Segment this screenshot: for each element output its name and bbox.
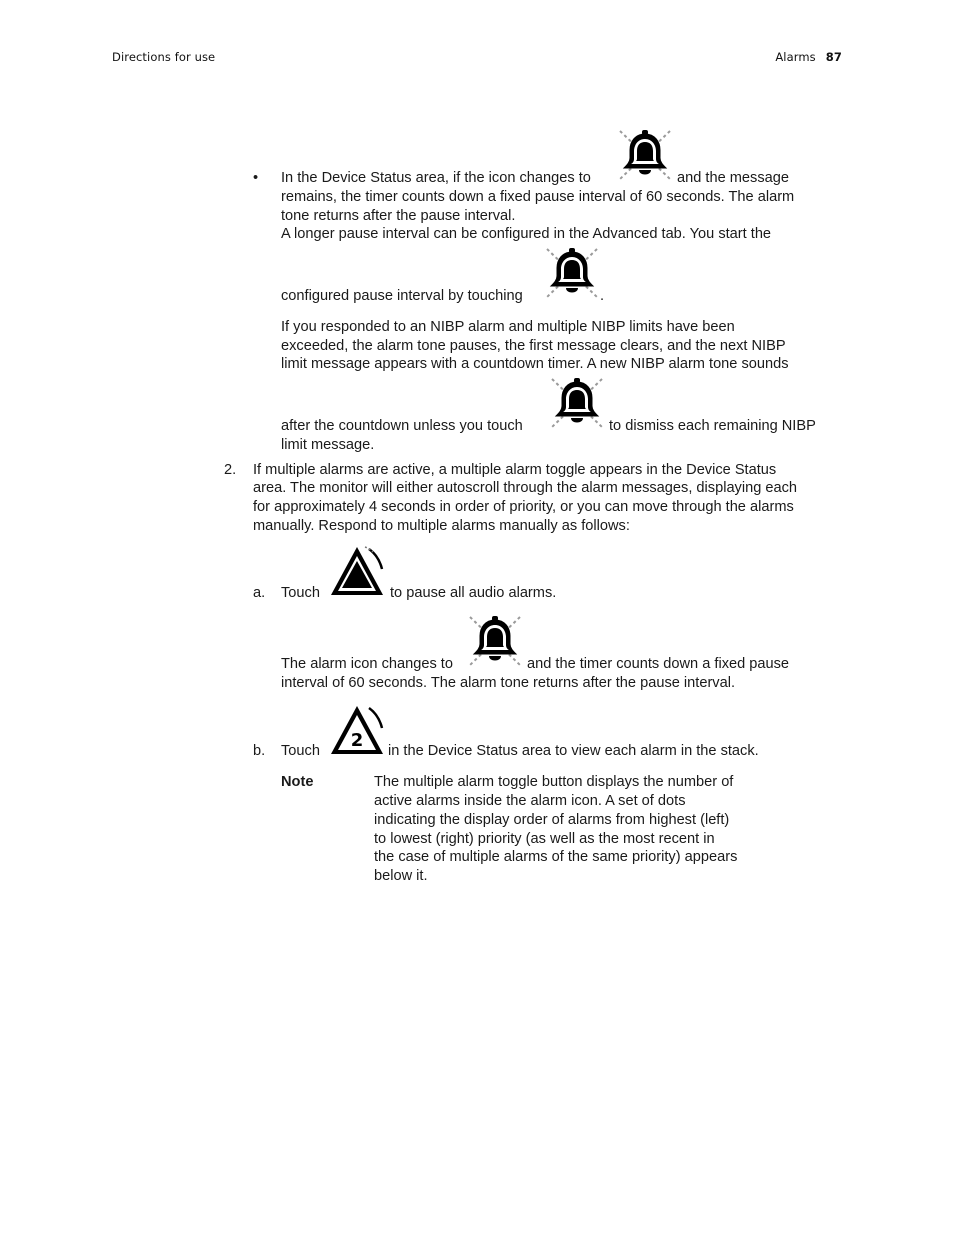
step-number: 2.	[224, 462, 237, 478]
alarm-triangle-icon[interactable]	[329, 543, 385, 597]
text-fragment: and the message	[677, 170, 789, 186]
paused-bell-icon	[617, 128, 673, 182]
toggle-count: 2	[350, 730, 364, 751]
running-header-title: Directions for use	[112, 50, 216, 64]
note-line: to lowest (right) priority (as well as the most recent in	[374, 831, 715, 847]
nibp-line-3: limit message appears with a countdown timer. A new NIBP alarm tone sounds	[281, 356, 789, 372]
text-fragment: in the Device Status area to view each alarm in the stack.	[388, 743, 759, 759]
nibp-line-1: If you responded to an NIBP alarm and multiple NIBP limits have been	[281, 319, 735, 335]
step-letter-b: b.	[253, 743, 266, 759]
paused-bell-icon	[544, 246, 600, 300]
paused-bell-icon	[549, 376, 605, 430]
section-name: Alarms	[775, 50, 816, 64]
step2-line-2: area. The monitor will either autoscroll through the alarm messages, displaying each	[253, 480, 798, 496]
page-number: 87	[825, 50, 842, 64]
text-fragment: and the timer counts down a fixed pause	[527, 656, 790, 672]
multiple-alarm-toggle-icon[interactable]	[329, 702, 385, 756]
bullet-line-5: configured pause interval by touching	[281, 288, 523, 304]
step-letter-a: a.	[253, 585, 266, 601]
nibp-line-2: exceeded, the alarm tone pauses, the first message clears, and the next NIBP	[281, 338, 786, 354]
step2-line-4: manually. Respond to multiple alarms manually as follows:	[253, 518, 630, 534]
running-header-right	[775, 50, 842, 64]
note-line: below it.	[374, 868, 428, 884]
text-fragment: Touch	[281, 585, 320, 601]
nibp-line-5: limit message.	[281, 437, 375, 453]
text-fragment: The alarm icon changes to	[281, 656, 453, 672]
note-line: indicating the display order of alarms from highest (left)	[374, 812, 730, 828]
step2-line-1: If multiple alarms are active, a multiple alarm toggle appears in the Device Status	[253, 462, 777, 478]
text-fragment: In the Device Status area, if the icon changes to	[281, 170, 591, 186]
paused-bell-icon	[467, 614, 523, 668]
note-line: active alarms inside the alarm icon. A set of dots	[374, 793, 686, 809]
text-fragment: .	[600, 288, 605, 304]
note-line: the case of multiple alarms of the same priority) appears	[374, 849, 738, 865]
nibp-line-4: after the countdown unless you touch	[281, 418, 523, 434]
note-label: Note	[281, 774, 314, 790]
bullet-line-1	[281, 169, 591, 188]
note-line: The multiple alarm toggle button displays the number of	[374, 774, 734, 790]
text-fragment: to pause all audio alarms.	[390, 585, 557, 601]
text-fragment: to dismiss each remaining NIBP	[609, 418, 816, 434]
bullet-line-2: remains, the timer counts down a fixed pause interval of 60 seconds. The alarm	[281, 189, 795, 205]
step-a-line-2: interval of 60 seconds. The alarm tone returns after the pause interval.	[281, 675, 736, 691]
bullet-line-4: A longer pause interval can be configured in the Advanced tab. You start the	[281, 226, 772, 242]
bullet-line-3: tone returns after the pause interval.	[281, 208, 516, 224]
bullet-marker: •	[253, 170, 259, 186]
step2-line-3: for approximately 4 seconds in order of priority, or you can move through the alarms	[253, 499, 794, 515]
text-fragment: Touch	[281, 743, 320, 759]
